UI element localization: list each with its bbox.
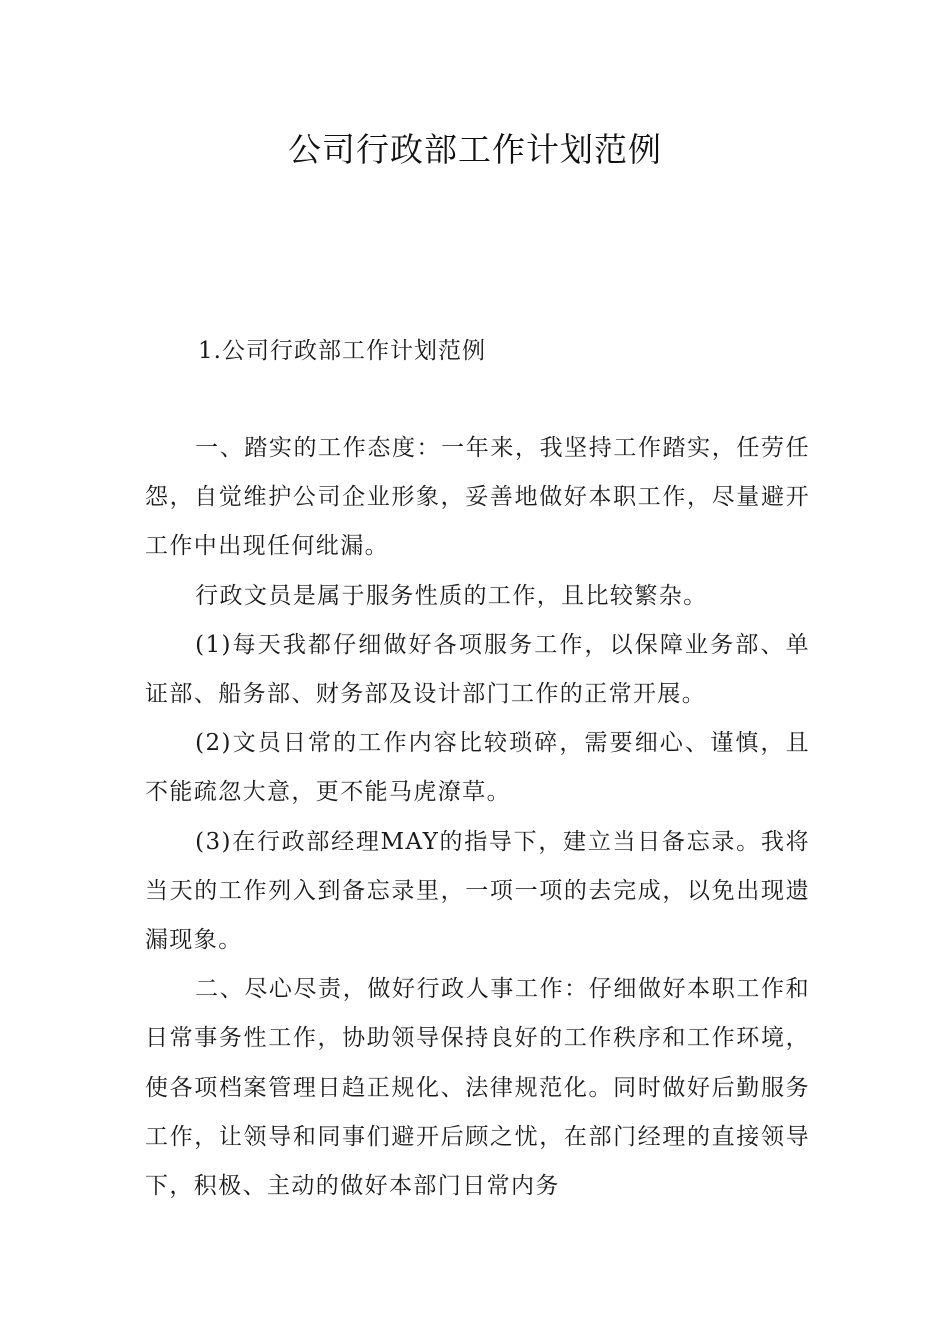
paragraph-item-3: (3)在行政部经理MAY的指导下，建立当日备忘录。我将当天的工作列入到备忘录里，一项一项的去完成，以免出现遗漏现象。 [145, 828, 810, 954]
paragraph-service-nature: 行政文员是属于服务性质的工作，且比较繁杂。 [195, 582, 708, 609]
paragraph-item-2: (2)文员日常的工作内容比较琐碎，需要细心、谨慎，且不能疏忽大意，更不能马虎潦草。 [145, 730, 810, 806]
paragraph-admin-hr: 二、尽心尽责，做好行政人事工作：仔细做好本职工作和日常事务性工作，协助领导保持良好的工作秩序和工作环境，使各项档案管理日趋正规化、法律规范化。同时做好后勤服务工作，让领导和同事们避开后顾之忧，在部门经理的直接领导下，积极、主动的做好本部门日常内务 [145, 976, 810, 1200]
document-body [145, 424, 810, 1211]
document-title: 公司行政部工作计划范例 [288, 130, 662, 169]
section-heading: 1.公司行政部工作计划范例 [198, 338, 486, 364]
paragraph-work-attitude: 一、踏实的工作态度：一年来，我坚持工作踏实，任劳任怨，自觉维护公司企业形象，妥善地做好本职工作，尽量避开工作中出现任何纰漏。 [145, 435, 810, 560]
paragraph-item-1: (1)每天我都仔细做好各项服务工作，以保障业务部、单证部、船务部、财务部及设计部门工作的正常开展。 [145, 631, 810, 708]
